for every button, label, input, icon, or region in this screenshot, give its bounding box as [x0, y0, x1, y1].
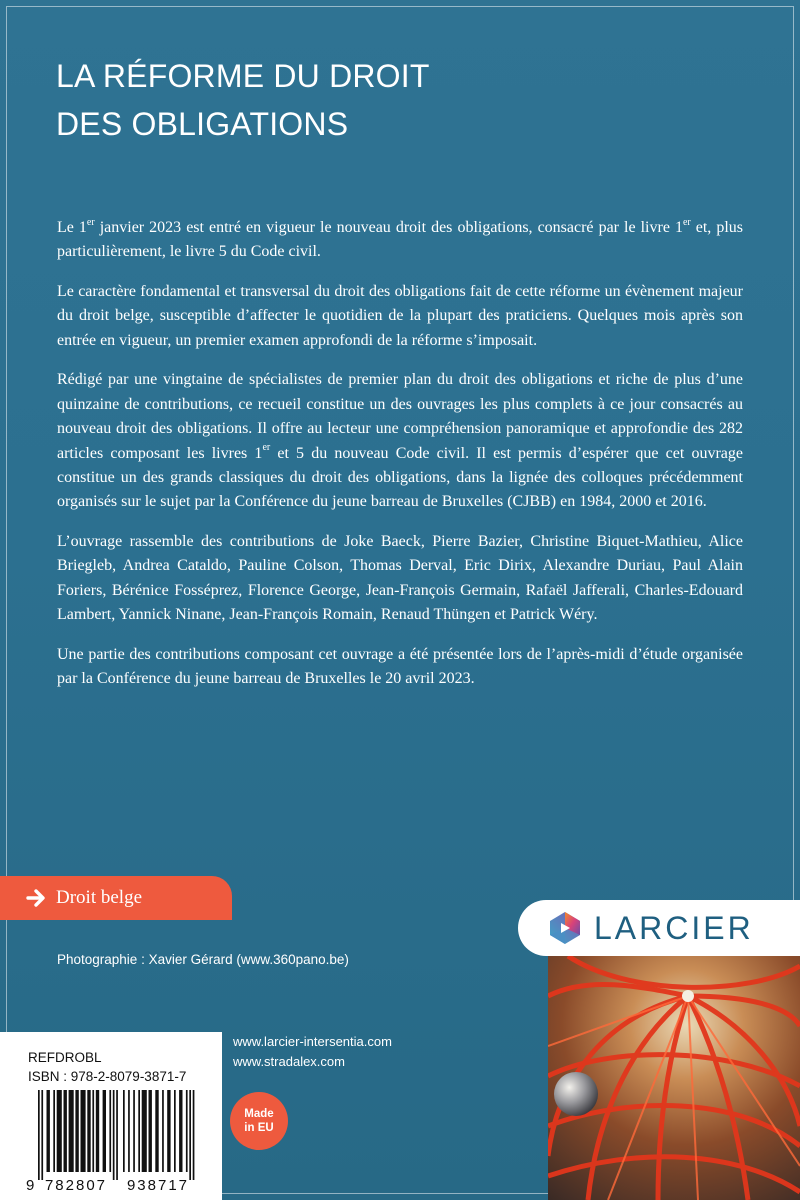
blurb-paragraph-3	[57, 368, 743, 514]
barcode-bar	[38, 1090, 40, 1180]
p1-text-b: janvier 2023 est entré en vigueur le nouveau droit des obligations, consacré par le livre 1	[94, 219, 683, 236]
barcode-bar	[167, 1090, 170, 1172]
barcode-bar	[87, 1090, 90, 1172]
url-larcier[interactable]: www.larcier-intersentia.com	[233, 1034, 392, 1049]
publisher-urls	[233, 1032, 392, 1072]
url-stradalex[interactable]: www.stradalex.com	[233, 1054, 345, 1069]
barcode-bar	[186, 1090, 188, 1172]
barcode-bar	[193, 1090, 195, 1180]
barcode-bar	[162, 1090, 164, 1172]
barcode-bar	[138, 1090, 140, 1172]
barcode-digits-group-2: 938717	[126, 1177, 190, 1194]
barcode-bar	[113, 1090, 115, 1180]
book-title	[56, 52, 656, 148]
reference-block	[28, 1048, 186, 1086]
arrow-right-icon	[26, 888, 48, 908]
barcode-bar	[47, 1090, 50, 1172]
barcode-bar	[142, 1090, 147, 1172]
p1-text-a: Le 1	[57, 219, 87, 236]
reference-code: REFDROBL	[28, 1050, 102, 1065]
publisher-name: LARCIER	[594, 909, 754, 946]
barcode-bar	[64, 1090, 67, 1172]
barcode-bar	[96, 1090, 99, 1172]
badge-line-2: in EU	[244, 1122, 274, 1134]
barcode-bar	[133, 1090, 135, 1172]
barcode-bar	[149, 1090, 152, 1172]
barcode-bar	[116, 1090, 118, 1180]
barcode-bar	[189, 1090, 191, 1180]
blurb	[57, 216, 743, 707]
barcode-bar	[179, 1090, 182, 1172]
barcode-bar	[92, 1090, 94, 1172]
p3-superscript: er	[262, 442, 271, 454]
blurb-paragraph-4: L’ouvrage rassemble des contributions de Joke Baeck, Pierre Bazier, Christine Biquet-Mathieu, Alice Briegleb, Andrea Cataldo, Pauline Colson, Thomas Derval, Eric Dirix, Alexandre Duriau, Paul Alain Foriers, Bérénice Fosséprez, Florence George, Jean-François Germain, Rafaël Jafferali, Charles-Edouard Lambert, Yannick Ninane, Jean-François Romain, Renaud Thüngen et Patrick Wéry.	[57, 533, 743, 624]
category-label: Droit belge	[56, 887, 143, 908]
barcode-bar	[155, 1090, 158, 1172]
barcode-bar	[123, 1090, 125, 1172]
barcode-bar	[174, 1090, 176, 1172]
barcode-digit-first: 9	[26, 1177, 35, 1194]
badge-line-1: Made	[244, 1108, 274, 1120]
barcode-bar	[41, 1090, 43, 1180]
larcier-logo-icon	[548, 911, 582, 945]
blurb-paragraph-2: Le caractère fondamental et transversal du droit des obligations fait de cette réforme un évènement majeur du droit belge, susceptible d’affecter le quotidien de la plupart des praticiens. Quelques mois après son entrée en vigueur, un premier examen approfondi de la réforme s’imposait.	[57, 283, 743, 349]
isbn-barcode	[24, 1090, 210, 1194]
barcode-bar	[109, 1090, 111, 1172]
cover-photograph	[548, 956, 800, 1200]
p1-superscript-1: er	[86, 216, 95, 228]
p1-superscript-2: er	[682, 216, 691, 228]
photo-credit: Photographie : Xavier Gérard (www.360pano.be)	[57, 952, 349, 967]
blurb-paragraph-5: Une partie des contributions composant cet ouvrage a été présentée lors de l’après-midi d’étude organisée par la Conférence du jeune barreau de Bruxelles le 20 avril 2023.	[57, 645, 743, 688]
book-title-line-2: DES OBLIGATIONS	[56, 106, 349, 142]
barcode-bar	[81, 1090, 86, 1172]
made-in-eu-badge	[230, 1092, 288, 1150]
barcode-bar	[128, 1090, 130, 1172]
blurb-paragraph-1	[57, 216, 743, 265]
barcode-bar	[75, 1090, 78, 1172]
publisher-logo	[518, 900, 800, 956]
barcode-bar	[53, 1090, 55, 1172]
p1-text-c: et, plus particulièrement, le livre 5 du Code civil.	[57, 219, 744, 261]
book-title-line-1: LA RÉFORME DU DROIT	[56, 58, 430, 94]
barcode-bar	[57, 1090, 62, 1172]
barcode-bar	[69, 1090, 74, 1172]
barcode-panel	[0, 1032, 222, 1200]
category-tag	[0, 876, 232, 920]
p3-text-b: et 5 du nouveau Code civil. Il est permis d’espérer que cet ouvrage constitue un des grands classiques du droit des obligations, dans la lignée des colloques précédemment organisés sur le sujet par la Conférence du jeune barreau de Bruxelles (CJBB) en 1984, 2000 et 2016.	[57, 444, 743, 511]
barcode-digits-group-1: 782807	[44, 1177, 108, 1194]
barcode-bar	[103, 1090, 106, 1172]
p3-text-a: Rédigé par une vingtaine de spécialistes de premier plan du droit des obligations et riche de plus d’une quinzaine de contributions, ce recueil constitue un des ouvrages les plus complets à ce jour consacrés au nouveau droit des obligations. Il offre au lecteur une compréhension panoramique et approfondie des 282 articles composant les livres 1	[57, 371, 743, 462]
isbn: ISBN : 978-2-8079-3871-7	[28, 1069, 187, 1084]
